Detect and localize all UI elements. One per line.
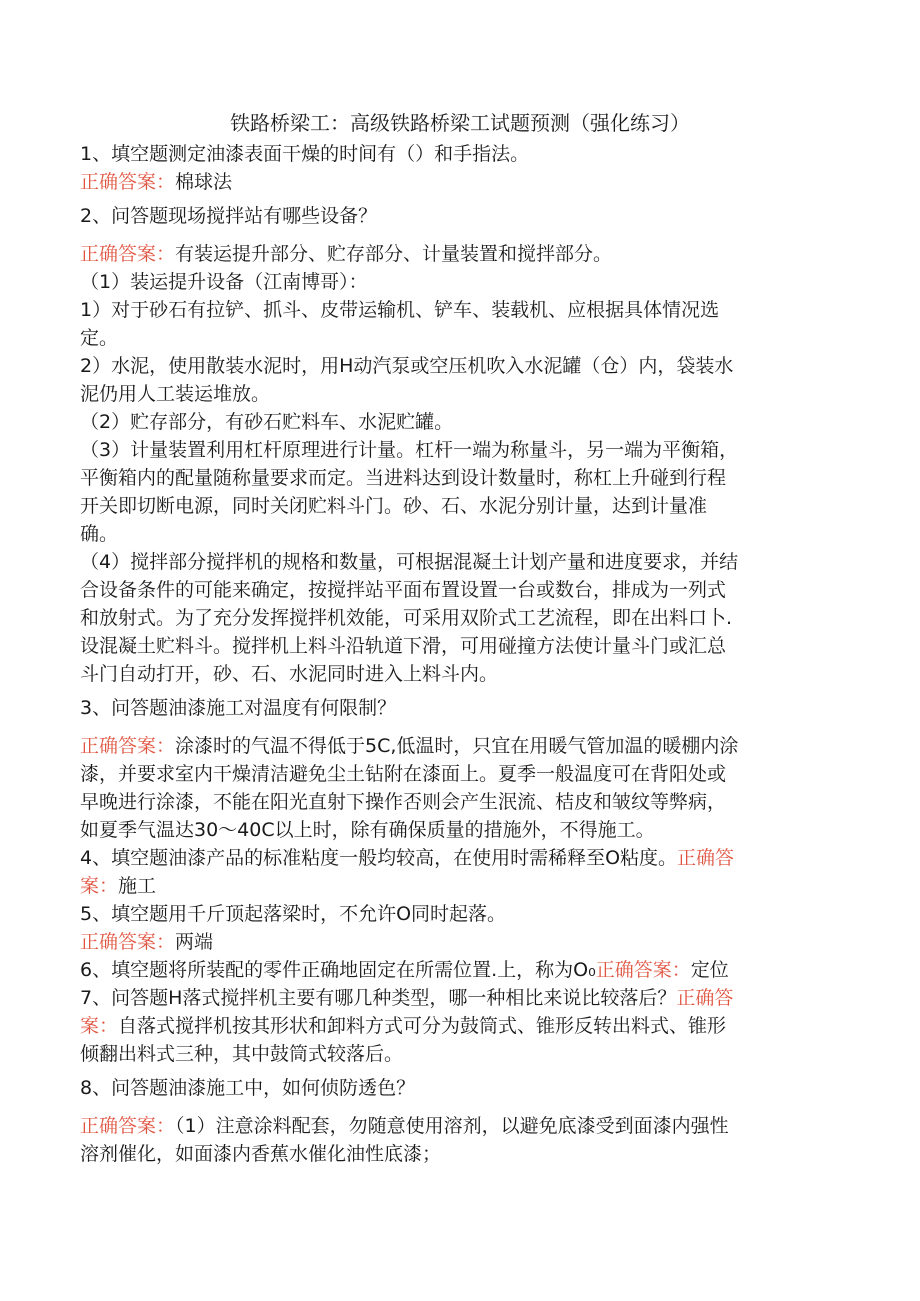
answer-1 <box>80 168 825 196</box>
answer-2-line: 泥仍用人工装运堆放。 <box>80 383 271 405</box>
answer-8 <box>80 1112 825 1140</box>
answer-4 <box>80 872 825 900</box>
answer-label: 正确答案： <box>80 1115 176 1137</box>
answer-label: 正确答案： <box>595 959 691 981</box>
answer-2-line: 设混凝土贮料斗。搅拌机上料斗沿轨道下滑，可用碰撞方法使计量斗门或汇总 <box>80 635 727 657</box>
question-1: 1、填空题测定油漆表面干燥的时间有（）和手指法。 <box>80 143 530 165</box>
answer-3-line: 如夏季气温达30～40C以上时，除有确保质量的措施外，不得施工。 <box>80 819 655 841</box>
answer-label: 正确答案： <box>80 243 176 265</box>
question-text: 6、填空题将所装配的零件正确地固定在所需位置.上，称为O₀ <box>80 959 596 981</box>
answer-label: 正确答案： <box>80 931 176 953</box>
answer-2-line: 2）水泥，使用散装水泥时，用H动汽泵或空压机吹入水泥罐（仓）内，袋装水 <box>80 355 734 377</box>
answer-label: 正确答 <box>676 987 734 1009</box>
question-7 <box>80 984 825 1012</box>
question-text: 7、问答题H落式搅拌机主要有哪几种类型，哪一种相比来说比较落后？ <box>80 987 677 1009</box>
answer-3-line: 早晚进行涂漆，不能在阳光直射下操作否则会产生泯流、桔皮和皱纹等弊病， <box>80 791 727 813</box>
answer-2-line: 1）对于砂石有拉铲、抓斗、皮带运输机、铲车、装载机、应根据具体情况选 <box>80 299 720 321</box>
question-3: 3、问答题油漆施工对温度有何限制？ <box>80 697 397 719</box>
question-4 <box>80 844 825 872</box>
document-title: 铁路桥梁工：高级铁路桥梁工试题预测（强化练习） <box>230 111 690 135</box>
answer-text: 棉球法 <box>175 171 233 193</box>
question-5: 5、填空题用千斤顶起落梁时，不允许O同时起落。 <box>80 903 507 925</box>
answer-label: 案： <box>80 875 119 897</box>
answer-2-line: （4）搅拌部分搅拌机的规格和数量，可根据混凝土计划产量和进度要求，并结 <box>80 551 739 573</box>
answer-2-line: 和放射式。为了充分发挥搅拌机效能，可采用双阶式工艺流程，即在出料口卜. <box>80 607 733 629</box>
answer-3-line: 漆，并要求室内干燥清洁避免尘土钻附在漆面上。夏季一般温度可在背阳处或 <box>80 763 727 785</box>
answer-2-line: 定。 <box>80 327 119 349</box>
document-body <box>80 140 825 1168</box>
answer-2-line: （3）计量装置利用杠杆原理进行计量。杠杆一端为称量斗，另一端为平衡箱， <box>80 439 739 461</box>
answer-text: 自落式搅拌机按其形状和卸料方式可分为鼓筒式、锥形反转出料式、锥形 <box>118 1015 727 1037</box>
answer-2-line: 平衡箱内的配量随称量要求而定。当进料达到设计数量时，称杠上升碰到行程 <box>80 467 727 489</box>
answer-label: 案： <box>80 1015 119 1037</box>
answer-label: 正确答案： <box>80 171 176 193</box>
answer-text: 涂漆时的气温不得低于5C,低温时，只宜在用暖气管加温的暖棚内涂 <box>175 735 739 757</box>
answer-2-line: 确。 <box>80 523 119 545</box>
answer-7-line: 倾翻出料式三种，其中鼓筒式较落后。 <box>80 1043 404 1065</box>
answer-2-line: 斗门自动打开，砂、石、水泥同时进入上料斗内。 <box>80 663 499 685</box>
answer-7 <box>80 1012 825 1040</box>
answer-5 <box>80 928 825 956</box>
answer-text: 两端 <box>175 931 214 953</box>
answer-3 <box>80 732 825 760</box>
answer-text: （1）注意涂料配套，勿随意使用溶剂，以避免底漆受到面漆内强性 <box>175 1115 729 1137</box>
answer-2-line: （2）贮存部分，有砂石贮料车、水泥贮罐。 <box>80 411 454 433</box>
answer-2-line: （1）装运提升设备（江南博哥）： <box>80 271 368 293</box>
question-6 <box>80 956 825 984</box>
answer-text: 定位 <box>690 959 729 981</box>
answer-label: 正确答案： <box>80 735 176 757</box>
answer-2-line: 开关即切断电源，同时关闭贮料斗门。砂、石、水泥分别计量，达到计量准 <box>80 495 708 517</box>
question-text: 4、填空题油漆产品的标准粘度一般均较高，在使用时需稀释至O粘度。 <box>80 847 678 869</box>
answer-2-line: 合设备条件的可能来确定，按搅拌站平面布置设置一台或数台，排成为一列式 <box>80 579 727 601</box>
answer-text: 施工 <box>118 875 157 897</box>
question-8: 8、问答题油漆施工中，如何侦防透色？ <box>80 1077 416 1099</box>
answer-text: 有装运提升部分、贮存部分、计量装置和搅拌部分。 <box>175 243 613 265</box>
question-2: 2、问答题现场搅拌站有哪些设备？ <box>80 205 378 227</box>
answer-label: 正确答 <box>677 847 735 869</box>
answer-2 <box>80 240 825 268</box>
answer-8-line: 溶剂催化，如面漆内香蕉水催化油性底漆； <box>80 1143 442 1165</box>
